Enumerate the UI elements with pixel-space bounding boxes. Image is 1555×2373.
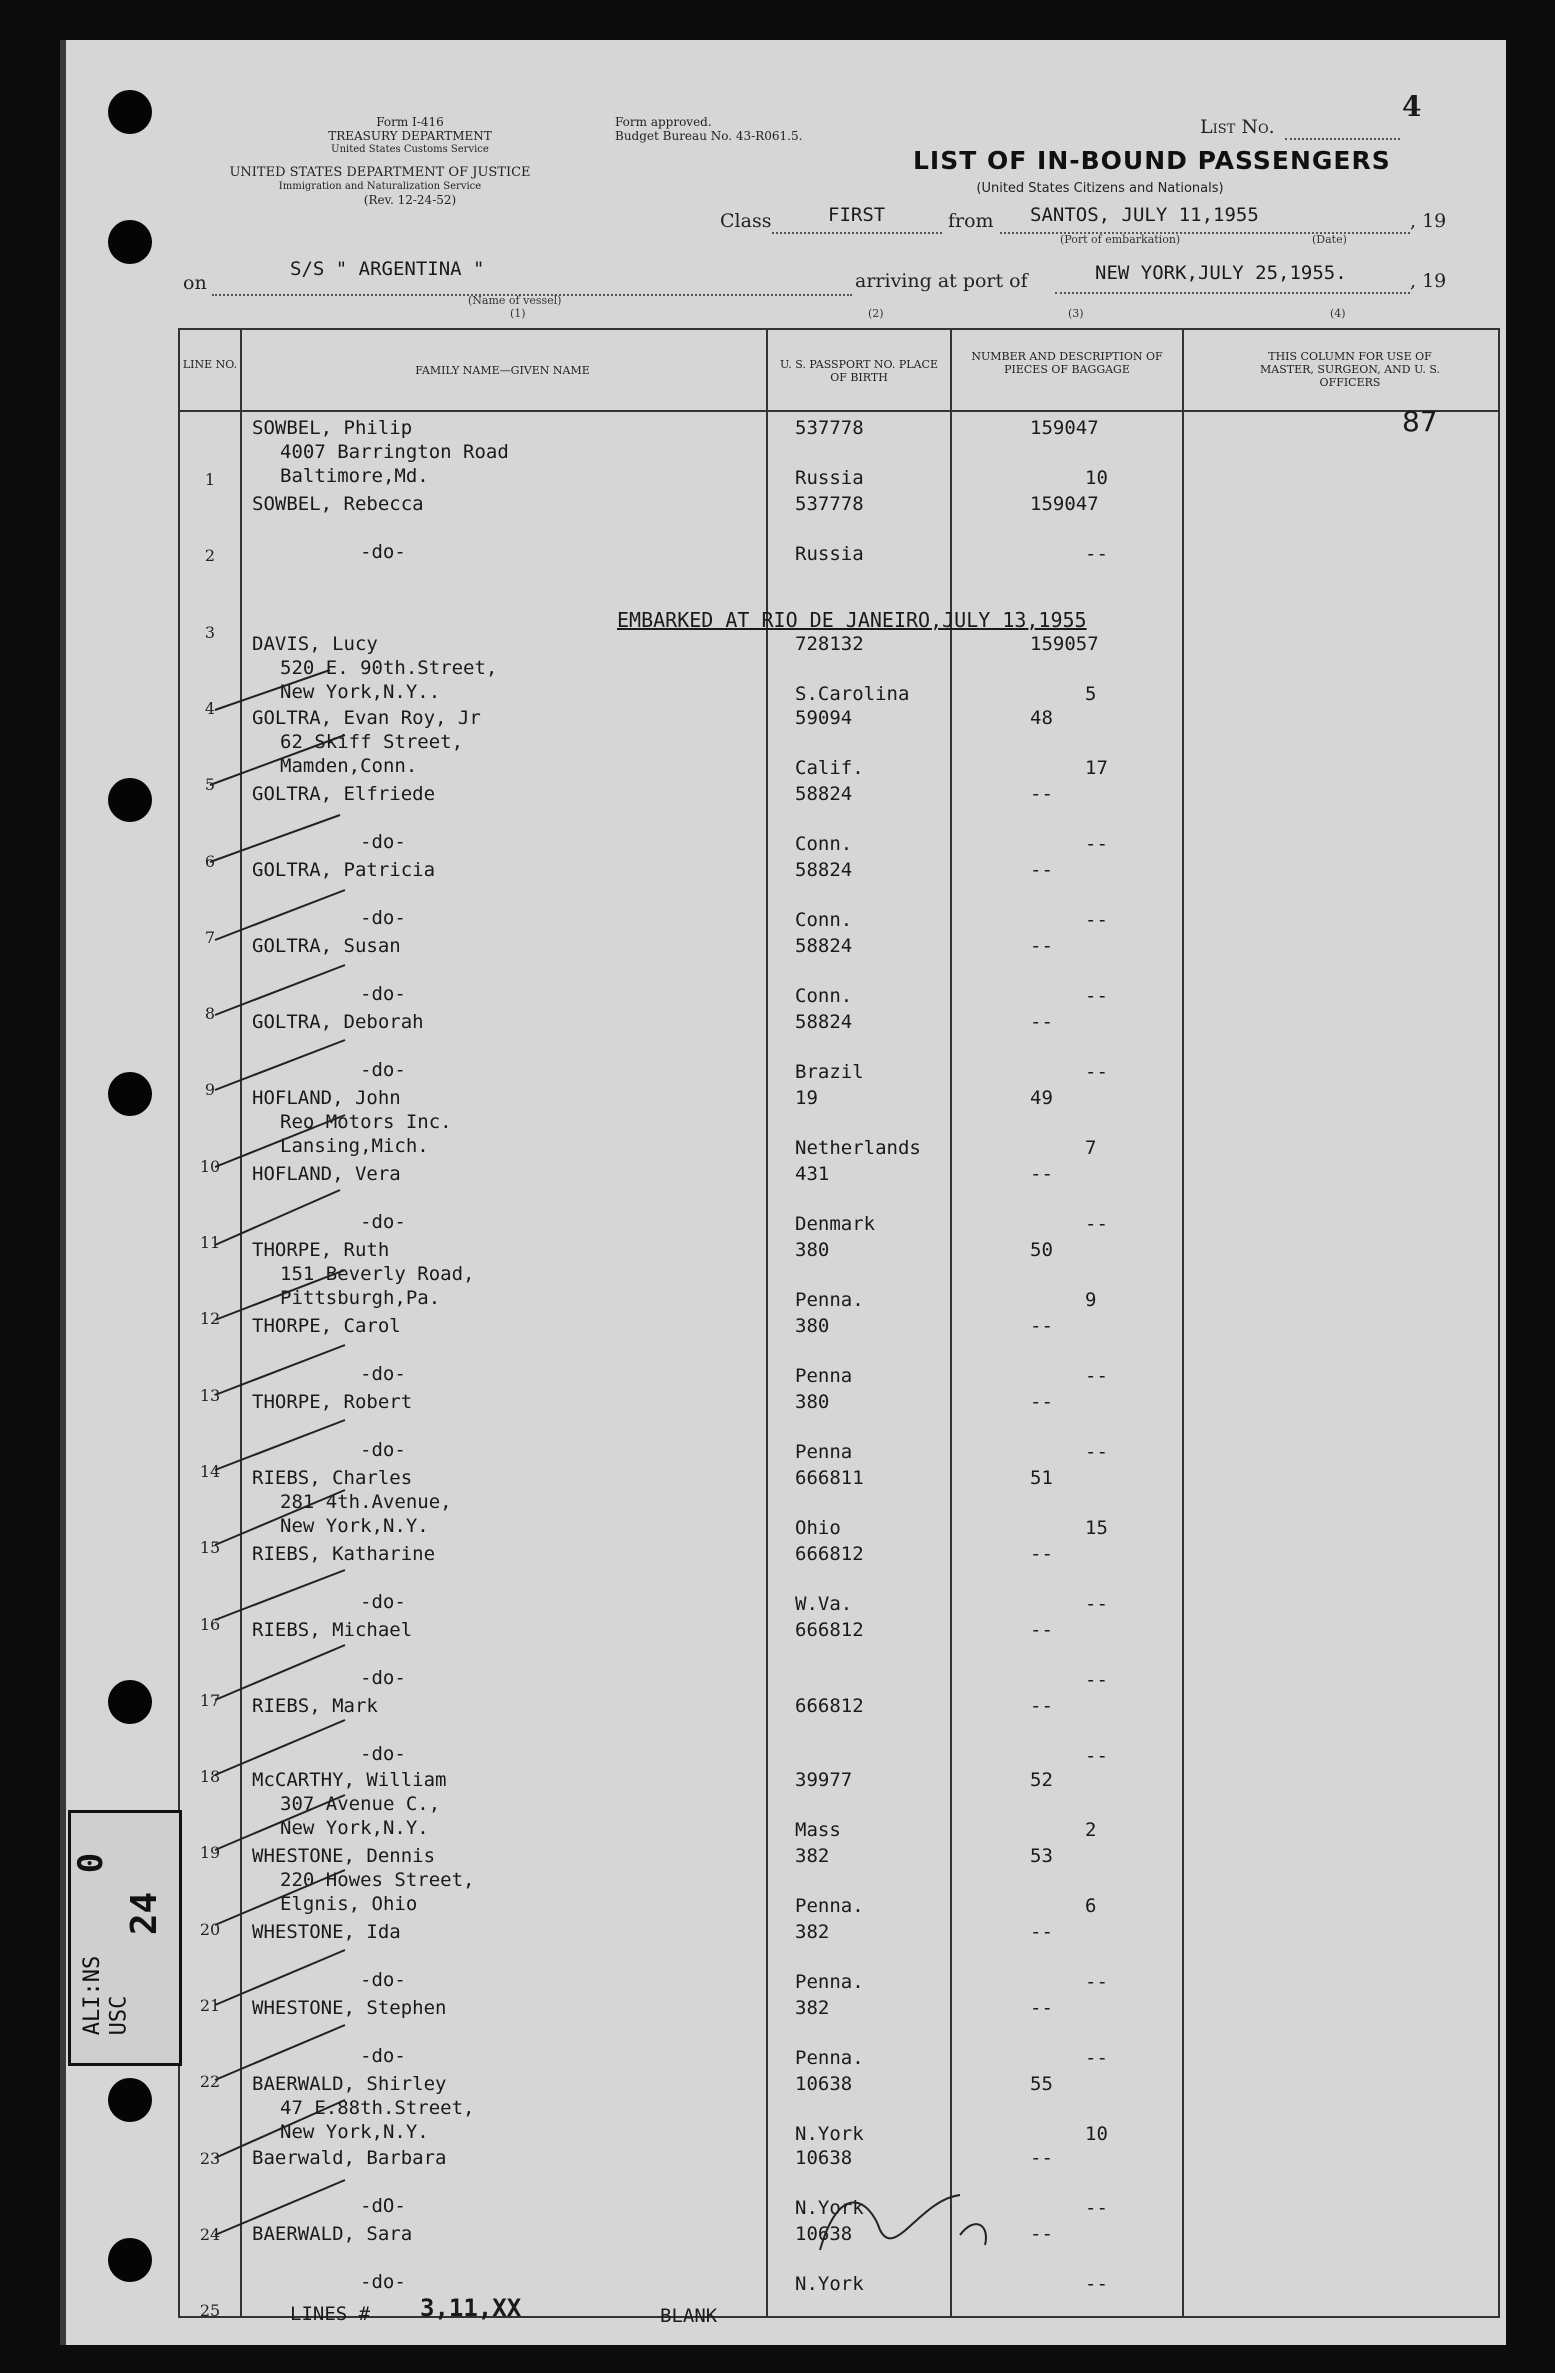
passenger-address-line2: New York,N.Y. <box>280 1817 429 1839</box>
baggage-count: 9 <box>1085 1289 1097 1311</box>
baggage-tag: 159047 <box>1030 493 1099 515</box>
passenger-address-line1: -do- <box>360 541 406 563</box>
place-of-birth: N.York <box>795 2197 864 2219</box>
passenger-name: RIEBS, Michael <box>252 1619 413 1641</box>
place-of-birth: W.Va. <box>795 1593 853 1615</box>
immigration-service: Immigration and Naturalization Service <box>278 181 482 192</box>
baggage-tag: -- <box>1030 1543 1053 1565</box>
arrival-line <box>1055 292 1410 294</box>
passenger-address-line2: Lansing,Mich. <box>280 1135 429 1157</box>
passenger-address-line1: -do- <box>360 1591 406 1613</box>
passport-number: 39977 <box>795 1769 853 1791</box>
col-name: FAMILY NAME—GIVEN NAME <box>415 364 590 377</box>
baggage-tag: -- <box>1030 783 1053 805</box>
vessel-caption: (Name of vessel) <box>468 294 562 307</box>
baggage-count: -- <box>1085 543 1108 565</box>
baggage-tag: -- <box>1030 1315 1053 1337</box>
passenger-address-line1: -do- <box>360 1059 406 1081</box>
passenger-name: DAVIS, Lucy <box>252 633 378 655</box>
line-number: 24 <box>199 2224 221 2244</box>
line-number: 22 <box>199 2072 221 2092</box>
passenger-address-line2: New York,N.Y.. <box>280 681 441 703</box>
line-number: 15 <box>199 1538 221 1558</box>
arrival-value: NEW YORK,JULY 25,1955. <box>1095 262 1347 284</box>
passenger-name: GOLTRA, Elfriede <box>252 783 436 805</box>
column-divider <box>1182 328 1184 2318</box>
baggage-tag: 49 <box>1030 1087 1053 1109</box>
passenger-name: GOLTRA, Patricia <box>252 859 436 881</box>
passenger-name: GOLTRA, Evan Roy, Jr <box>252 707 481 729</box>
baggage-tag: 52 <box>1030 1769 1053 1791</box>
passenger-address-line1: -do- <box>360 2271 406 2293</box>
baggage-count: 10 <box>1085 467 1108 489</box>
passenger-address-line1: 47 E.88th.Street, <box>280 2097 475 2119</box>
passenger-name: WHESTONE, Ida <box>252 1921 401 1943</box>
col-line-no: LINE NO. <box>182 358 238 371</box>
passenger-name: SOWBEL, Rebecca <box>252 493 424 515</box>
baggage-tag: -- <box>1030 935 1053 957</box>
line-number: 20 <box>199 1919 221 1939</box>
passport-number: 431 <box>795 1163 830 1185</box>
baggage-tag: 159057 <box>1030 633 1099 655</box>
baggage-count: -- <box>1085 833 1108 855</box>
passport-number: 10638 <box>795 2073 853 2095</box>
place-of-birth: Penna. <box>795 1895 864 1917</box>
line-number: 18 <box>199 1767 221 1787</box>
passenger-name: THORPE, Ruth <box>252 1239 390 1261</box>
stamp-text: ALI:NS <box>80 1955 106 2036</box>
treasury-dept: TREASURY DEPARTMENT <box>328 129 492 143</box>
passenger-address-line1: 281 4th.Avenue, <box>280 1491 452 1513</box>
place-of-birth: Russia <box>795 543 864 565</box>
passport-number: 10638 <box>795 2147 853 2169</box>
passenger-address-line2: Baltimore,Md. <box>280 465 429 487</box>
on-label: on <box>183 272 207 294</box>
passenger-address-line1: 4007 Barrington Road <box>280 441 509 463</box>
passenger-name: THORPE, Robert <box>252 1391 413 1413</box>
baggage-tag: 159047 <box>1030 417 1099 439</box>
column-divider <box>240 328 242 2318</box>
baggage-tag: -- <box>1030 859 1053 881</box>
passenger-address-line1: 307 Avenue C., <box>280 1793 441 1815</box>
passport-number: 666812 <box>795 1543 864 1565</box>
line-number: 21 <box>199 1996 221 2015</box>
passenger-address-line1: 220 Howes Street, <box>280 1869 475 1891</box>
baggage-tag: 50 <box>1030 1239 1053 1261</box>
passenger-address-line1: -do- <box>360 2045 406 2067</box>
passenger-address-line1: -dO- <box>360 2195 406 2217</box>
footer-blank: BLANK <box>660 2305 718 2327</box>
line-number: 11 <box>199 1233 221 1252</box>
list-no-line <box>1285 138 1400 140</box>
passenger-address-line1: -do- <box>360 1211 406 1233</box>
place-of-birth: Penna. <box>795 1971 864 1993</box>
baggage-count: 6 <box>1085 1895 1097 1917</box>
line-number: 3 <box>204 622 216 642</box>
passport-number: 382 <box>795 1845 830 1867</box>
line-number: 6 <box>204 851 216 871</box>
baggage-count: -- <box>1085 909 1108 931</box>
line-number: 10 <box>199 1156 221 1176</box>
place-of-birth: Penna. <box>795 1289 864 1311</box>
class-label: Class <box>720 210 772 232</box>
stamp-text: USC <box>106 1995 132 2036</box>
baggage-tag: -- <box>1030 2223 1053 2245</box>
passenger-address-line2: Mamden,Conn. <box>280 755 418 777</box>
baggage-tag: 55 <box>1030 2073 1053 2095</box>
class-value: FIRST <box>828 204 886 226</box>
baggage-count: -- <box>1085 1441 1108 1463</box>
passport-number: 58824 <box>795 783 853 805</box>
baggage-count: -- <box>1085 2047 1108 2069</box>
passenger-name: WHESTONE, Dennis <box>252 1845 436 1867</box>
line-number: 1 <box>204 470 216 489</box>
baggage-tag: -- <box>1030 1997 1053 2019</box>
customs-service: United States Customs Service <box>331 144 489 155</box>
passport-number: 380 <box>795 1239 830 1261</box>
passport-number: 380 <box>795 1315 830 1337</box>
place-of-birth: Ohio <box>795 1517 841 1539</box>
baggage-tag: -- <box>1030 1163 1053 1185</box>
line-number: 8 <box>204 1004 216 1024</box>
passport-number: 728132 <box>795 633 864 655</box>
port-caption: (Port of embarkation) <box>1060 233 1181 246</box>
class-line <box>772 232 942 234</box>
passport-number: 59094 <box>795 707 853 729</box>
stamp-number: 24 <box>124 1891 166 1936</box>
passenger-address-line1: -do- <box>360 831 406 853</box>
passenger-address-line1: -do- <box>360 1439 406 1461</box>
passenger-name: BAERWALD, Shirley <box>252 2073 447 2095</box>
list-no-label: List No. <box>1200 116 1275 138</box>
caption-3: (3) <box>1068 307 1084 320</box>
baggage-count: 2 <box>1085 1819 1097 1841</box>
baggage-tag: -- <box>1030 2147 1053 2169</box>
passenger-name: Baerwald, Barbara <box>252 2147 447 2169</box>
line-number: 19 <box>199 1843 221 1863</box>
baggage-count: -- <box>1085 1745 1108 1767</box>
place-of-birth: Penna <box>795 1365 853 1387</box>
baggage-tag: 48 <box>1030 707 1053 729</box>
place-of-birth: Mass <box>795 1819 841 1841</box>
passenger-name: McCARTHY, William <box>252 1769 447 1791</box>
caption-2: (2) <box>868 307 884 320</box>
punch-hole <box>108 778 152 822</box>
passenger-address-line1: 520 E. 90th.Street, <box>280 657 498 679</box>
baggage-count: 15 <box>1085 1517 1108 1539</box>
baggage-count: -- <box>1085 2273 1108 2295</box>
punch-hole <box>108 1680 152 1724</box>
punch-hole <box>108 2238 152 2282</box>
passenger-address-line1: -do- <box>360 1743 406 1765</box>
passenger-name: GOLTRA, Susan <box>252 935 401 957</box>
place-of-birth: Denmark <box>795 1213 876 1235</box>
year-suffix-2: , 19 <box>1410 270 1447 292</box>
form-approved: Form approved. <box>615 115 712 129</box>
caption-4: (4) <box>1330 307 1346 320</box>
passenger-address-line1: -do- <box>360 907 406 929</box>
baggage-tag: -- <box>1030 1695 1053 1717</box>
passenger-address-line2: Pittsburgh,Pa. <box>280 1287 441 1309</box>
passport-number: 382 <box>795 1997 830 2019</box>
line-number: 4 <box>204 698 216 718</box>
footer-lines-value: 3,11,XX <box>420 2294 522 2322</box>
passenger-address-line1: -do- <box>360 1969 406 1991</box>
place-of-birth: N.York <box>795 2123 864 2145</box>
embarked-note: EMBARKED AT RIO DE JANEIRO,JULY 13,1955 <box>617 608 1087 632</box>
passport-number: 382 <box>795 1921 830 1943</box>
year-suffix-1: , 19 <box>1410 210 1447 232</box>
passport-number: 10638 <box>795 2223 853 2245</box>
place-of-birth: Brazil <box>795 1061 864 1083</box>
line-number: 7 <box>204 927 216 947</box>
passenger-name: GOLTRA, Deborah <box>252 1011 424 1033</box>
from-label: from <box>948 210 994 232</box>
page-title: LIST OF IN-BOUND PASSENGERS <box>913 146 1391 175</box>
passenger-address-line1: 151 Beverly Road, <box>280 1263 475 1285</box>
baggage-tag: -- <box>1030 1921 1053 1943</box>
baggage-count: -- <box>1085 1365 1108 1387</box>
stamp-zero: 0 <box>71 1852 112 1874</box>
passport-number: 19 <box>795 1087 818 1109</box>
passport-number: 666812 <box>795 1695 864 1717</box>
punch-hole <box>108 1072 152 1116</box>
baggage-count: -- <box>1085 1971 1108 1993</box>
baggage-count: 5 <box>1085 683 1097 705</box>
baggage-count: -- <box>1085 1669 1108 1691</box>
place-of-birth: Calif. <box>795 757 864 779</box>
officers-note: 87 <box>1402 405 1438 438</box>
col-passport: U. S. PASSPORT NO. PLACE OF BIRTH <box>779 358 939 384</box>
passenger-address-line2: Elgnis, Ohio <box>280 1893 418 1915</box>
budget-bureau: Budget Bureau No. 43-R061.5. <box>615 129 803 143</box>
passenger-name: HOFLAND, John <box>252 1087 401 1109</box>
line-number: 25 <box>199 2301 221 2321</box>
place-of-birth: Penna. <box>795 2047 864 2069</box>
baggage-tag: -- <box>1030 1619 1053 1641</box>
form-number: Form I-416 <box>376 115 444 129</box>
line-number: 17 <box>199 1690 221 1710</box>
passenger-name: RIEBS, Charles <box>252 1467 413 1489</box>
baggage-tag: 51 <box>1030 1467 1053 1489</box>
passenger-name: WHESTONE, Stephen <box>252 1997 447 2019</box>
baggage-count: -- <box>1085 1213 1108 1235</box>
punch-hole <box>108 220 152 264</box>
passenger-address-line1: Reo Motors Inc. <box>280 1111 452 1133</box>
passenger-address-line1: -do- <box>360 1363 406 1385</box>
baggage-count: 7 <box>1085 1137 1097 1159</box>
line-number: 5 <box>204 775 216 795</box>
baggage-tag: -- <box>1030 1391 1053 1413</box>
date-caption: (Date) <box>1312 233 1347 246</box>
passenger-name: THORPE, Carol <box>252 1315 401 1337</box>
passenger-address-line2: New York,N.Y. <box>280 1515 429 1537</box>
place-of-birth: Penna <box>795 1441 853 1463</box>
baggage-count: -- <box>1085 1593 1108 1615</box>
from-value: SANTOS, JULY 11,1955 <box>1030 204 1259 226</box>
passenger-address-line1: -do- <box>360 983 406 1005</box>
baggage-count: 17 <box>1085 757 1108 779</box>
passenger-address-line1: 62 Skiff Street, <box>280 731 464 753</box>
line-number: 9 <box>204 1080 216 1100</box>
passenger-name: RIEBS, Mark <box>252 1695 378 1717</box>
arriving-label: arriving at port of <box>855 270 1028 292</box>
place-of-birth: Netherlands <box>795 1137 921 1159</box>
caption-1: (1) <box>510 307 526 320</box>
place-of-birth: Conn. <box>795 909 853 931</box>
line-number: 14 <box>199 1461 221 1481</box>
baggage-tag: -- <box>1030 1011 1053 1033</box>
page-subtitle: (United States Citizens and Nationals) <box>976 181 1224 196</box>
justice-dept: UNITED STATES DEPARTMENT OF JUSTICE <box>229 165 531 180</box>
vessel-name: S/S " ARGENTINA " <box>290 258 485 280</box>
passenger-name: RIEBS, Katharine <box>252 1543 436 1565</box>
footer-lines-label: LINES # <box>290 2303 371 2325</box>
passenger-name: HOFLAND, Vera <box>252 1163 401 1185</box>
baggage-tag: 53 <box>1030 1845 1053 1867</box>
line-number: 16 <box>199 1614 221 1634</box>
line-number: 23 <box>199 2148 221 2168</box>
baggage-count: -- <box>1085 985 1108 1007</box>
line-number: 2 <box>204 546 216 566</box>
passport-number: 537778 <box>795 493 864 515</box>
passenger-name: BAERWALD, Sara <box>252 2223 413 2245</box>
passenger-address-line2: New York,N.Y. <box>280 2121 429 2143</box>
baggage-count: -- <box>1085 2197 1108 2219</box>
passport-number: 666812 <box>795 1619 864 1641</box>
passenger-name: SOWBEL, Philip <box>252 417 413 439</box>
passport-number: 58824 <box>795 935 853 957</box>
alien-status-stamp <box>68 1810 182 2066</box>
passport-number: 537778 <box>795 417 864 439</box>
form-revision: (Rev. 12-24-52) <box>363 193 457 207</box>
header-separator <box>178 410 1500 412</box>
col-officers: THIS COLUMN FOR USE OF MASTER, SURGEON, AND U. S. OFFICERS <box>1259 350 1440 389</box>
passport-number: 380 <box>795 1391 830 1413</box>
baggage-count: 10 <box>1085 2123 1108 2145</box>
place-of-birth: N.York <box>795 2273 864 2295</box>
place-of-birth: S.Carolina <box>795 683 910 705</box>
passport-number: 666811 <box>795 1467 864 1489</box>
punch-hole <box>108 90 152 134</box>
punch-hole <box>108 2078 152 2122</box>
passport-number: 58824 <box>795 859 853 881</box>
baggage-count: -- <box>1085 1061 1108 1083</box>
place-of-birth: Conn. <box>795 985 853 1007</box>
list-number: 4 <box>1402 90 1422 123</box>
passport-number: 58824 <box>795 1011 853 1033</box>
place-of-birth: Russia <box>795 467 864 489</box>
line-number: 12 <box>199 1309 221 1329</box>
passenger-address-line1: -do- <box>360 1667 406 1689</box>
line-number: 13 <box>199 1385 221 1405</box>
col-baggage: NUMBER AND DESCRIPTION OF PIECES OF BAGGAGE <box>971 350 1163 376</box>
place-of-birth: Conn. <box>795 833 853 855</box>
